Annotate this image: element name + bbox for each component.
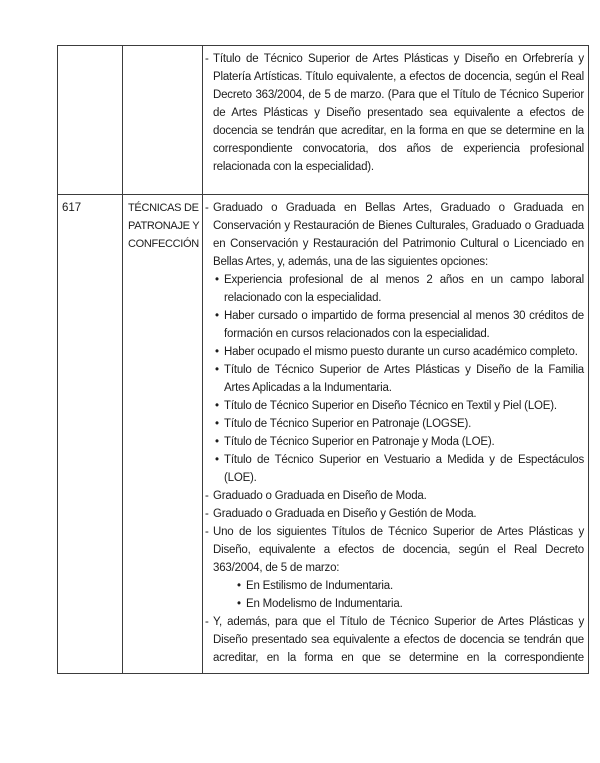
dash-marker: - — [205, 508, 209, 520]
dash-marker: - — [205, 53, 209, 65]
specialty-code-cell: 617 — [58, 195, 123, 673]
bullet-marker: • — [215, 454, 219, 466]
requirements-cell — [203, 195, 588, 673]
requirement-option-item — [205, 271, 584, 307]
requirement-suboption-item — [205, 595, 584, 613]
requirement-text: Título de Técnico Superior en Patronaje y Moda (LOE). — [224, 436, 495, 448]
requirement-text: En Estilismo de Indumentaria. — [246, 580, 393, 592]
bullet-marker: • — [215, 364, 219, 376]
requirement-text: Y, además, para que el Título de Técnico Superior de Artes Plásticas y Diseño presentado sea equivalente a efectos de docencia se tendrán que acreditar, en la forma en que se determine en la correspondiente — [213, 616, 584, 664]
requirement-option-item — [205, 343, 584, 361]
bullet-marker: • — [215, 400, 219, 412]
requirement-text: Graduado o Graduada en Diseño y Gestión de Moda. — [213, 508, 477, 520]
bullet-marker: • — [215, 418, 219, 430]
requirement-text: Título de Técnico Superior en Patronaje (LOGSE). — [224, 418, 472, 430]
requirement-option-item — [205, 451, 584, 487]
requirement-item — [205, 505, 584, 523]
requirement-text: Título de Técnico Superior en Diseño Técnico en Textil y Piel (LOE). — [224, 400, 557, 412]
requirement-item — [205, 199, 584, 271]
bullet-marker: • — [237, 598, 241, 610]
bullet-marker: • — [215, 310, 219, 322]
requirement-item — [205, 50, 584, 176]
specialty-name-cell — [123, 46, 203, 194]
requirement-option-item — [205, 397, 584, 415]
specialty-code-cell — [58, 46, 123, 194]
requirement-text: Título de Técnico Superior en Vestuario a Medida y de Espectáculos (LOE). — [224, 454, 584, 484]
requirement-text: En Modelismo de Indumentaria. — [246, 598, 403, 610]
requirements-cell — [203, 46, 588, 194]
requirement-text: Haber ocupado el mismo puesto durante un curso académico completo. — [224, 346, 578, 358]
dash-marker: - — [205, 526, 209, 538]
requirement-suboption-item — [205, 577, 584, 595]
requirement-text: Título de Técnico Superior de Artes Plásticas y Diseño de la Familia Artes Aplicadas a la Indumentaria. — [224, 364, 584, 394]
requirement-option-item — [205, 415, 584, 433]
dash-marker: - — [205, 616, 209, 628]
requirement-item — [205, 487, 584, 505]
dash-marker: - — [205, 490, 209, 502]
bullet-marker: • — [215, 346, 219, 358]
requirement-item — [205, 523, 584, 577]
requirement-option-item — [205, 361, 584, 397]
bullet-marker: • — [215, 436, 219, 448]
requirement-text: Experiencia profesional de al menos 2 años en un campo laboral relacionado con la especialidad. — [224, 274, 584, 304]
requirement-item — [205, 613, 584, 667]
bullet-marker: • — [215, 274, 219, 286]
specialty-name-cell: TÉCNICAS DE PATRONAJE Y CONFECCIÓN — [123, 195, 203, 673]
table-row — [58, 46, 588, 194]
table-row — [58, 194, 588, 673]
dash-marker: - — [205, 202, 209, 214]
requirement-text: Graduado o Graduada en Bellas Artes, Graduado o Graduada en Conservación y Restauración de Bienes Culturales, Graduado o Graduada en Conservación y Restauración del Patrimonio Cultural o Licenciado en Bellas Artes, y, además, una de las siguientes opciones: — [213, 202, 584, 268]
qualification-requirements-table — [57, 45, 589, 674]
requirement-option-item — [205, 307, 584, 343]
requirement-text: Haber cursado o impartido de forma presencial al menos 30 créditos de formación en cursos relacionados con la especialidad. — [224, 310, 584, 340]
bullet-marker: • — [237, 580, 241, 592]
requirement-text: Graduado o Graduada en Diseño de Moda. — [213, 490, 427, 502]
requirement-text: Uno de los siguientes Títulos de Técnico Superior de Artes Plásticas y Diseño, equivalente a efectos de docencia, según el Real Decreto 363/2004, de 5 de marzo: — [213, 526, 584, 574]
requirement-text: Título de Técnico Superior de Artes Plásticas y Diseño en Orfebrería y Platería Artísticas. Título equivalente, a efectos de docencia, según el Real Decreto 363/2004, de 5 de marzo. (Para que el Título de Técnico Superior de Artes Plásticas y Diseño presentado sea equivalente a efectos de docencia se tendrán que acreditar, en la forma en que se determine en la correspondiente convocatoria, dos años de experiencia profesional relacionada con la especialidad). — [213, 53, 584, 173]
requirement-option-item — [205, 433, 584, 451]
